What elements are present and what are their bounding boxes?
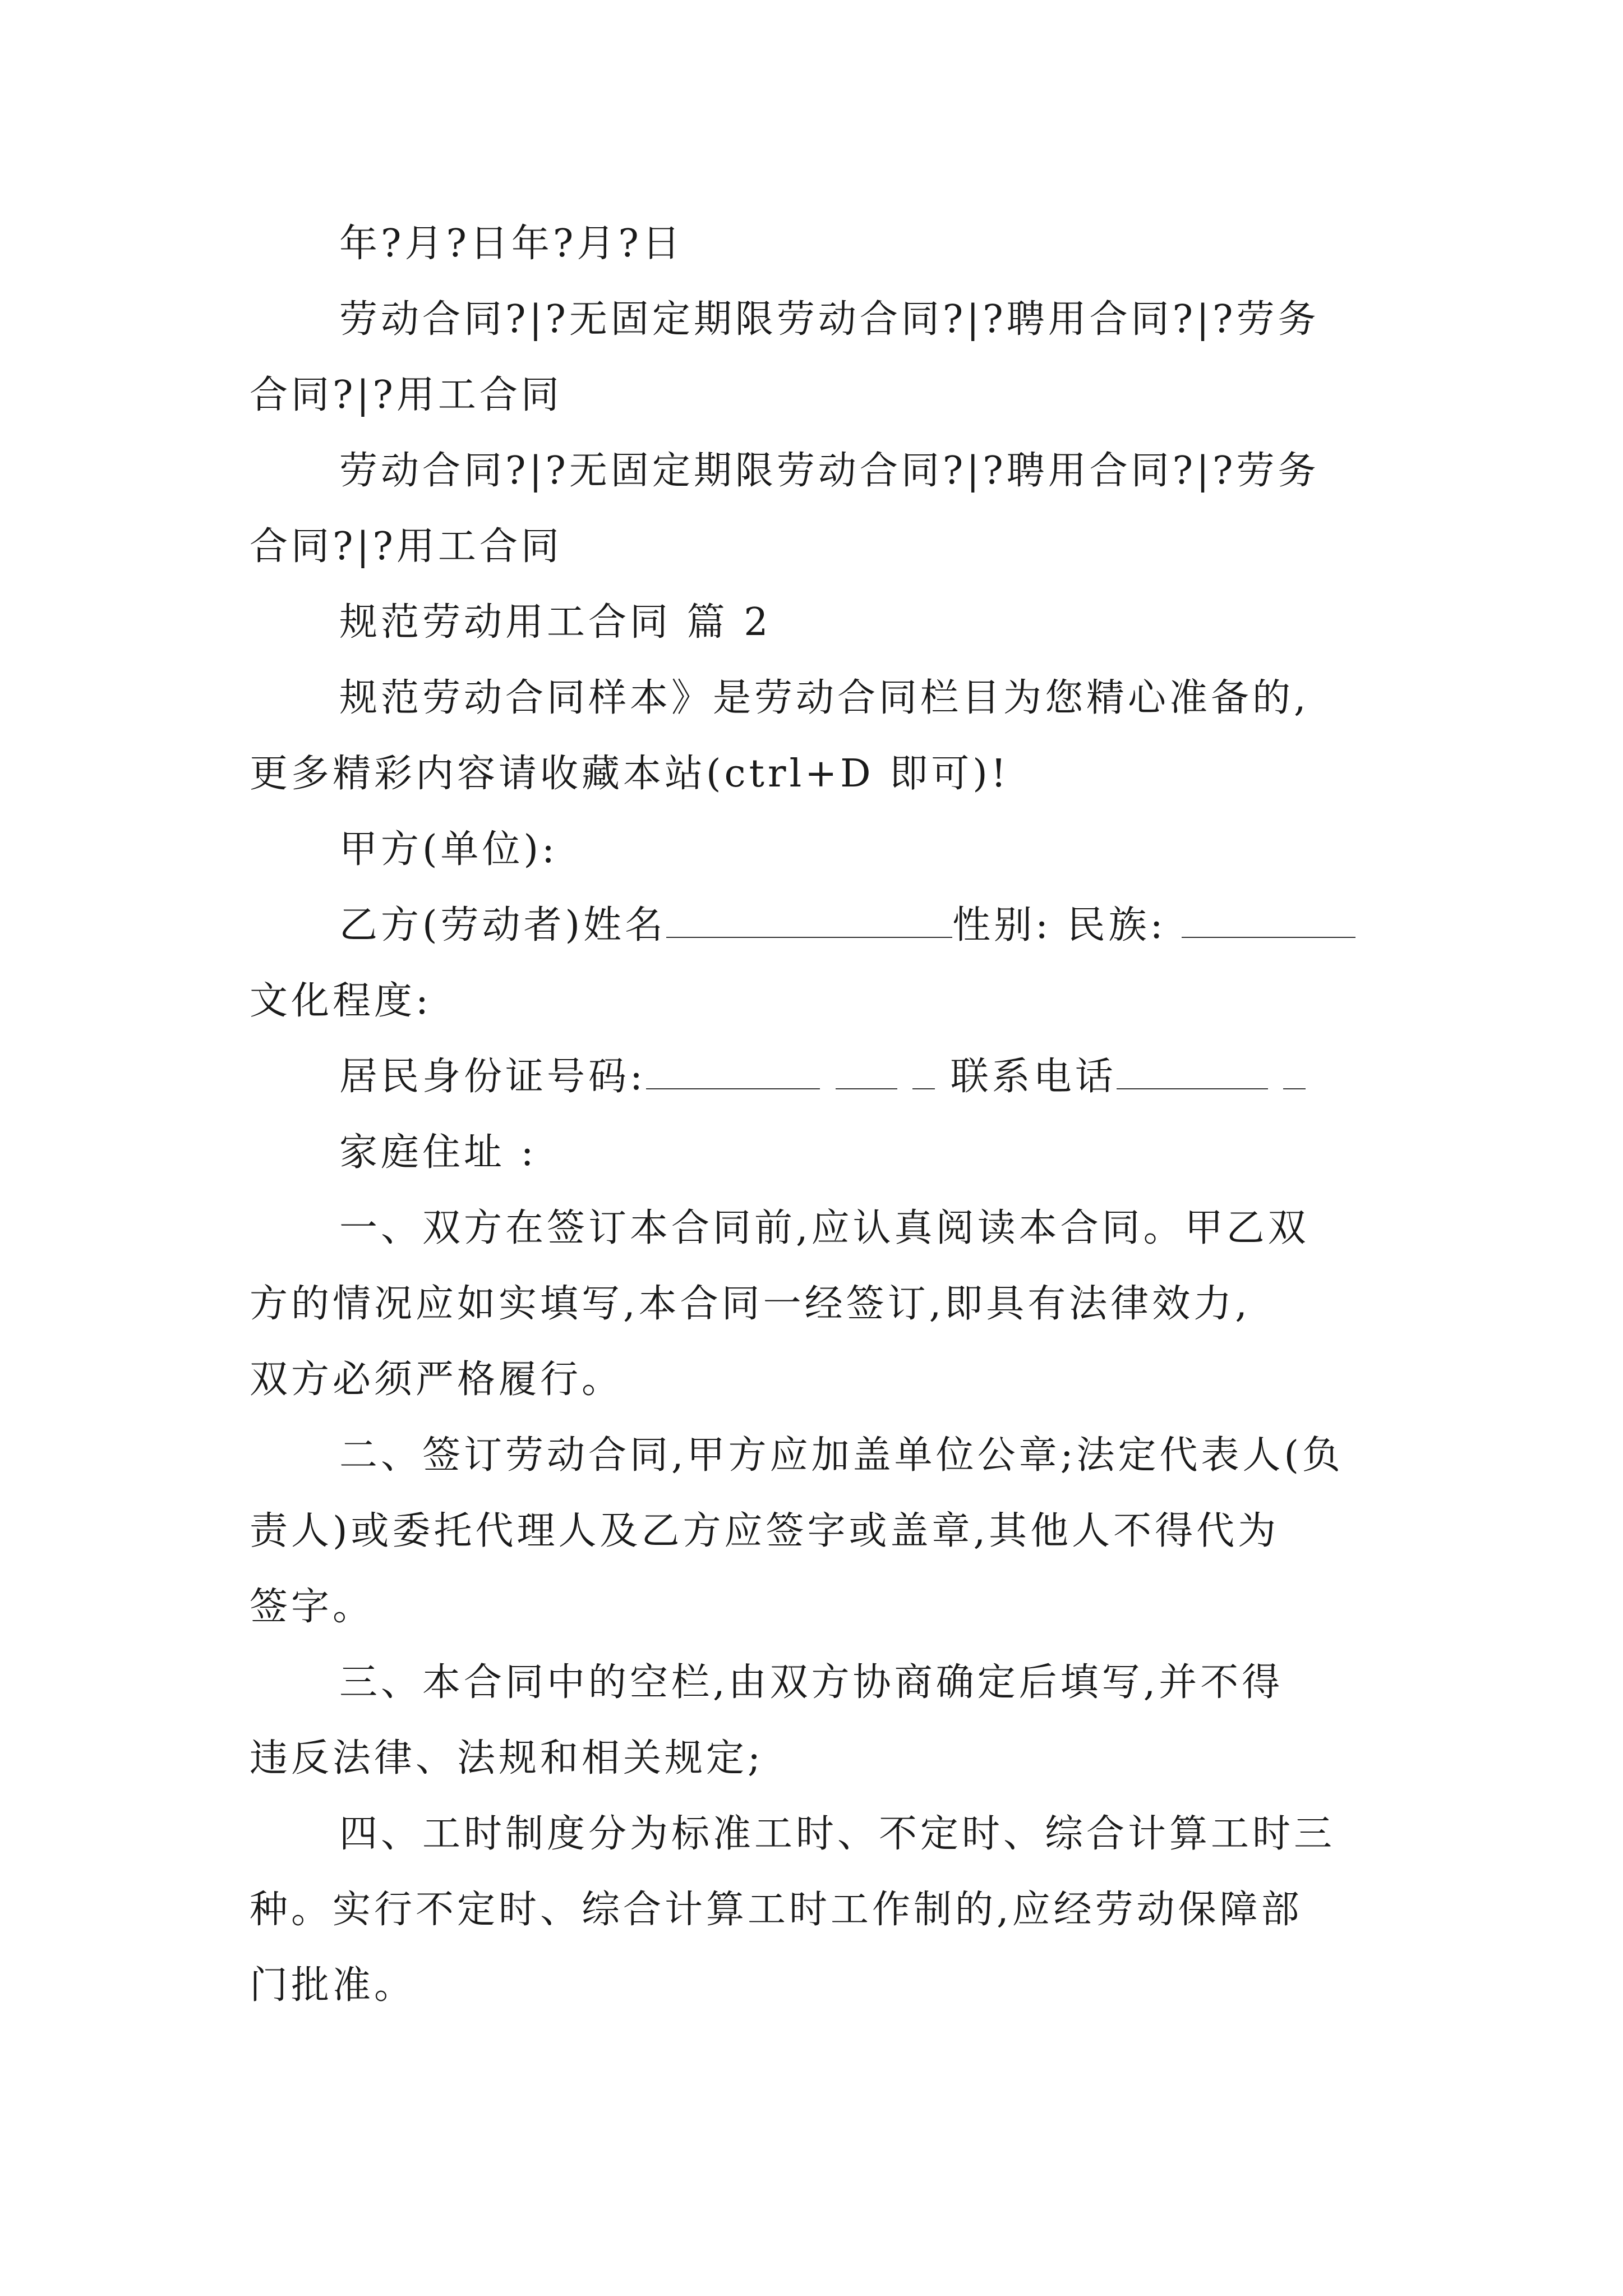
clause-1-line-3: 双方必须严格履行。 bbox=[250, 1358, 624, 1402]
clause-2-line-3: 签字。 bbox=[250, 1585, 375, 1629]
party-a-line: 甲方(单位): bbox=[339, 827, 558, 872]
clause-1-line-1: 一、双方在签订本合同前,应认真阅读本合同。甲乙双 bbox=[339, 1206, 1310, 1250]
id-number-blank-3 bbox=[912, 1055, 935, 1089]
phone-label: 联系电话 bbox=[950, 1055, 1117, 1099]
contract-types-line-2a: 劳动合同?|?无固定期限劳动合同?|?聘用合同?|?劳务 bbox=[339, 449, 1320, 493]
id-number-blank-2 bbox=[836, 1055, 897, 1089]
phone-blank bbox=[1117, 1055, 1268, 1089]
intro-line-1: 规范劳动合同样本》是劳动合同栏目为您精心准备的, bbox=[339, 676, 1310, 720]
gender-ethnicity-label: 性别: 民族: bbox=[952, 903, 1166, 947]
id-number-blank bbox=[646, 1055, 820, 1089]
contract-types-line-1a: 劳动合同?|?无固定期限劳动合同?|?聘用合同?|?劳务 bbox=[339, 297, 1320, 342]
clause-1-line-2: 方的情况应如实填写,本合同一经签订,即具有法律效力, bbox=[250, 1282, 1251, 1326]
party-b-line bbox=[339, 903, 1355, 948]
id-phone-line bbox=[339, 1055, 1306, 1099]
section-heading: 规范劳动用工合同 篇 2 bbox=[339, 600, 772, 645]
clause-4-line-3: 门批准。 bbox=[250, 1963, 416, 2008]
intro-line-2: 更多精彩内容请收藏本站(ctrl+D 即可)! bbox=[250, 752, 1010, 796]
clause-2-line-2: 责人)或委托代理人及乙方应签字或盖章,其他人不得代为 bbox=[250, 1509, 1280, 1553]
contract-types-line-2b: 合同?|?用工合同 bbox=[250, 524, 562, 569]
name-blank bbox=[666, 903, 952, 938]
date-line: 年?月?日年?月?日 bbox=[339, 222, 684, 266]
clause-4-line-2: 种。实行不定时、综合计算工时工作制的,应经劳动保障部 bbox=[250, 1888, 1303, 1932]
clause-3-line-2: 违反法律、法规和相关规定; bbox=[250, 1736, 764, 1780]
education-line: 文化程度: bbox=[250, 979, 432, 1023]
clause-3-line-1: 三、本合同中的空栏,由双方协商确定后填写,并不得 bbox=[339, 1660, 1284, 1705]
contract-types-line-1b: 合同?|?用工合同 bbox=[250, 373, 562, 417]
clause-4-line-1: 四、工时制度分为标准工时、不定时、综合计算工时三 bbox=[339, 1812, 1336, 1856]
party-b-name-label: 乙方(劳动者)姓名 bbox=[339, 903, 667, 947]
address-line: 家庭住址 : bbox=[339, 1130, 537, 1175]
phone-blank-2 bbox=[1283, 1055, 1306, 1089]
ethnicity-blank bbox=[1182, 903, 1355, 938]
clause-2-line-1: 二、签订劳动合同,甲方应加盖单位公章;法定代表人(负 bbox=[339, 1433, 1344, 1478]
id-number-label: 居民身份证号码: bbox=[339, 1055, 646, 1099]
